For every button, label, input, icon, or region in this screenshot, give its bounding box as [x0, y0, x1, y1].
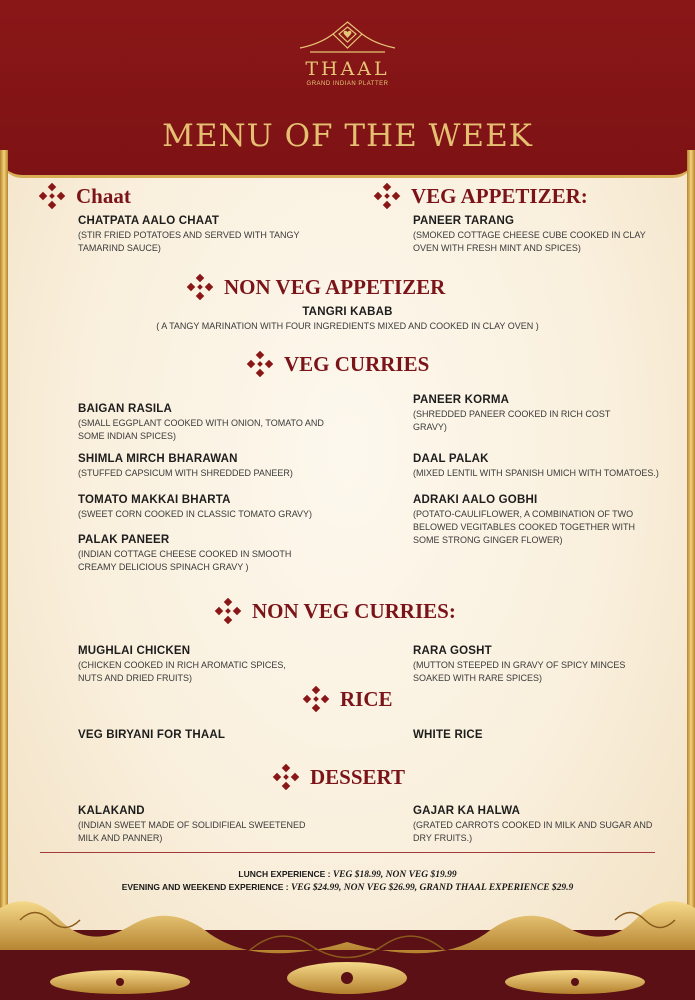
item-name: DAAL PALAK	[413, 453, 489, 465]
item-name: PALAK PANEER	[78, 534, 170, 546]
menu-item	[413, 645, 648, 685]
section-heading-veg-curries	[246, 349, 429, 379]
item-name: TOMATO MAKKAI BHARTA	[78, 494, 231, 506]
section-title: RICE	[340, 686, 393, 711]
right-gold-frame	[687, 150, 695, 910]
section-title: Chaat	[76, 183, 131, 208]
crest-icon	[290, 18, 405, 60]
item-description: (GRATED CARROTS COOKED IN MILK AND SUGAR AND DRY FRUITS.)	[413, 820, 653, 843]
item-name: WHITE RICE	[413, 729, 483, 741]
item-description: (STUFFED CAPSICUM WITH SHREDDED PANEER)	[78, 468, 293, 478]
item-description: (INDIAN COTTAGE CHEESE COOKED IN SMOOTH CREAMY DELICIOUS SPINACH GRAVY )	[78, 549, 292, 572]
section-title: NON VEG CURRIES:	[252, 598, 456, 623]
menu-item	[78, 403, 333, 443]
menu-item	[413, 805, 658, 845]
menu-item	[78, 453, 333, 480]
item-description: (MUTTON STEEPED IN GRAVY OF SPICY MINCES SOAKED WITH RARE SPICES)	[413, 660, 626, 683]
item-description: (INDIAN SWEET MADE OF SOLIDIFIEAL SWEETENED MILK AND PANNER)	[78, 820, 306, 843]
section-title: VEG CURRIES	[284, 351, 430, 376]
brand-logo	[290, 18, 405, 93]
item-description: (SWEET CORN COOKED IN CLASSIC TOMATO GRAVY)	[78, 509, 313, 519]
footer-divider	[40, 852, 655, 853]
diamond-ornament-icon	[186, 274, 214, 300]
menu-item	[60, 306, 635, 333]
diamond-ornament-icon	[272, 764, 300, 790]
section-title: DESSERT	[310, 764, 405, 789]
gold-filigree-footer-ornament	[0, 890, 695, 1000]
item-name: SHIMLA MIRCH BHARAWAN	[78, 453, 238, 465]
item-description: (POTATO-CAULIFLOWER, A COMBINATION OF TWO BELOWED VEGITABLES COOKED TOGETHER WITH SOME STRONG GINGER FLOWER)	[413, 509, 636, 545]
item-description: (SHREDDED PANEER COOKED IN RICH COST GRAVY)	[413, 409, 611, 432]
item-name: MUGHLAI CHICKEN	[78, 645, 191, 657]
left-gold-frame	[0, 150, 8, 910]
section-heading-non-veg-appetizer	[186, 272, 445, 302]
section-heading-non-veg-curries	[214, 596, 456, 626]
section-heading-chaat	[38, 181, 131, 211]
diamond-ornament-icon	[38, 183, 66, 209]
item-description: (SMOKED COTTAGE CHEESE CUBE COOKED IN CLAY OVEN WITH FRESH MINT AND SPICES)	[413, 230, 646, 253]
diamond-ornament-icon	[246, 351, 274, 377]
evening-prices: VEG $24.99, NON VEG $26.99, GRAND THAAL EXPERIENCE $29.9	[290, 883, 574, 893]
item-description: (STIR FRIED POTATOES AND SERVED WITH TANGY TAMARIND SAUCE)	[78, 230, 300, 253]
diamond-ornament-icon	[214, 598, 242, 624]
item-name: KALAKAND	[78, 805, 145, 817]
page-title: MENU OF THE WEEK	[162, 118, 533, 154]
brand-name: THAAL	[305, 58, 390, 80]
section-title: VEG APPETIZER:	[411, 183, 588, 208]
item-name: BAIGAN RASILA	[78, 403, 172, 415]
item-name: PANEER KORMA	[413, 394, 510, 406]
menu-item	[78, 645, 293, 685]
menu-item	[413, 394, 613, 434]
menu-item	[413, 453, 678, 480]
evening-label: EVENING AND WEEKEND EXPERIENCE :	[121, 882, 289, 892]
item-description: ( A TANGY MARINATION WITH FOUR INGREDIENTS MIXED AND COOKED IN CLAY OVEN )	[156, 321, 539, 331]
menu-item	[413, 215, 653, 255]
item-name: TANGRI KABAB	[302, 306, 393, 318]
item-name: ADRAKI AALO GOBHI	[413, 494, 538, 506]
item-name: PANEER TARANG	[413, 215, 515, 227]
menu-item	[78, 805, 323, 845]
brand-tagline: GRAND INDIAN PLATTER	[306, 81, 389, 87]
menu-item	[78, 494, 343, 521]
section-heading-rice	[302, 684, 393, 714]
menu-item	[413, 729, 613, 741]
item-name: VEG BIRYANI FOR THAAL	[78, 729, 226, 741]
menu-item	[78, 729, 328, 741]
item-name: CHATPATA AALO CHAAT	[78, 215, 220, 227]
item-description: (CHICKEN COOKED IN RICH AROMATIC SPICES, NUTS AND DRIED FRUITS)	[78, 660, 286, 683]
item-name: GAJAR KA HALWA	[413, 805, 521, 817]
section-title: NON VEG APPETIZER	[224, 274, 446, 299]
lunch-prices: VEG $18.99, NON VEG $19.99	[332, 870, 457, 880]
lunch-label: LUNCH EXPERIENCE :	[238, 869, 331, 879]
diamond-ornament-icon	[302, 686, 330, 712]
item-description: (MIXED LENTIL WITH SPANISH UMICH WITH TOMATOES.)	[413, 468, 659, 478]
menu-item	[78, 215, 328, 255]
section-heading-dessert	[272, 762, 405, 792]
menu-item	[413, 494, 663, 547]
item-description: (SMALL EGGPLANT COOKED WITH ONION, TOMATO AND SOME INDIAN SPICES)	[78, 418, 324, 441]
diamond-ornament-icon	[373, 183, 401, 209]
item-name: RARA GOSHT	[413, 645, 492, 657]
menu-item	[78, 534, 323, 574]
lunch-pricing	[0, 869, 695, 880]
section-heading-veg-appetizer	[373, 181, 588, 211]
